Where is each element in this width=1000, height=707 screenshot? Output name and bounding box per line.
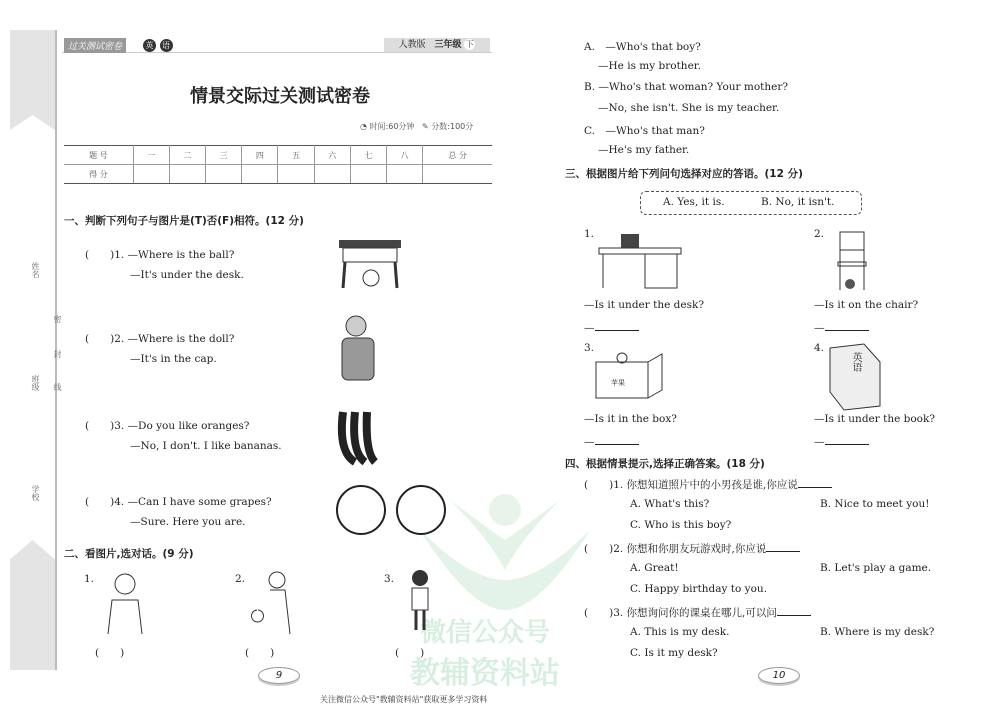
question-text: ( )2. 你想和你朋友玩游戏时,你应说 — [584, 543, 767, 555]
item-question: —Is it on the chair? — [814, 299, 919, 311]
watermark-line1: 微信公众号 — [420, 618, 551, 648]
item-number: 4. — [814, 342, 825, 354]
item-question: —Is it under the desk? — [584, 299, 704, 311]
seal-char: 线 — [53, 383, 62, 391]
chair-ball-picture — [830, 228, 870, 293]
answer-blank[interactable] — [814, 435, 869, 448]
class-label: 班级 — [31, 375, 40, 391]
seal-char: 封 — [53, 350, 62, 358]
box-label: 苹果 — [611, 379, 625, 387]
dialogue-reply: —He is my brother. — [598, 60, 701, 72]
judge-question: ( )2. —Where is the doll? — [85, 333, 235, 345]
score-cell[interactable] — [314, 165, 350, 184]
page-number-right: 10 — [758, 667, 800, 684]
score-cell[interactable] — [387, 165, 423, 184]
answer-blank[interactable] — [814, 321, 869, 334]
strip-chevron-bottom — [10, 540, 55, 670]
section2-heading: 二、看图片,选对话。(9 分) — [64, 548, 194, 560]
item-number: 3. — [584, 342, 595, 354]
dash: — — [584, 322, 595, 334]
judge-question: ( )3. —Do you like oranges? — [85, 420, 250, 432]
edition-label — [384, 38, 490, 52]
footer-note: 关注微信公众号"教辅资料站"获取更多学习资料 — [320, 695, 488, 704]
answer-options-box — [640, 191, 862, 215]
question-text: ( )3. 你想询问你的课桌在哪儿,可以问 — [584, 607, 777, 619]
score-header-cell: 三 — [206, 146, 242, 165]
dialogue-reply: —He's my father. — [598, 144, 690, 156]
woman-picture — [100, 570, 150, 635]
edition: 人教版 — [398, 40, 426, 50]
score-cell[interactable] — [206, 165, 242, 184]
judge-answer: —It's under the desk. — [130, 269, 244, 281]
choice-b: B. Where is my desk? — [820, 626, 935, 638]
box-apple-picture — [592, 348, 667, 403]
dialogue-option: C. —Who's that man? — [584, 125, 705, 137]
score-header-cell: 六 — [314, 146, 350, 165]
doll-bag-picture — [338, 312, 378, 382]
blank-line — [825, 435, 869, 445]
blank-line[interactable] — [777, 606, 811, 616]
answer-blank[interactable] — [584, 435, 639, 448]
total-score: 分数:100分 — [431, 122, 474, 131]
section3-heading: 三、根据图片给下列问句选择对应的答语。(12 分) — [565, 168, 803, 180]
judge-answer: —Sure. Here you are. — [130, 516, 246, 528]
dialogue-option: A. —Who's that boy? — [584, 41, 701, 53]
desk-ball-picture — [335, 236, 405, 291]
score-header-cell: 四 — [242, 146, 278, 165]
item-question: —Is it under the book? — [814, 413, 935, 425]
page-number-left: 9 — [258, 667, 300, 684]
dash: — — [584, 436, 595, 448]
blank-line[interactable] — [766, 542, 800, 552]
choice-a: A. What's this? — [630, 498, 710, 510]
question-text: ( )1. 你想知道照片中的小男孩是谁,你应说 — [584, 479, 798, 491]
score-header-cell: 七 — [350, 146, 386, 165]
choice-a: A. Great! — [630, 562, 679, 574]
seal-char: 密 — [53, 315, 62, 323]
watermark-line2: 教辅资料站 — [410, 656, 560, 691]
score-cell[interactable] — [133, 165, 169, 184]
grade: 三年级 — [434, 40, 462, 50]
score-header-cell: 二 — [169, 146, 205, 165]
answer-blank[interactable] — [584, 321, 639, 334]
option-b: B. No, it isn't. — [761, 196, 835, 208]
score-header-cell: 八 — [387, 146, 423, 165]
page-title: 情景交际过关测试密卷 — [190, 86, 370, 107]
judge-question: ( )4. —Can I have some grapes? — [85, 496, 272, 508]
score-cell[interactable] — [278, 165, 314, 184]
scenario-question — [584, 541, 800, 556]
choice-b: B. Let's play a game. — [820, 562, 932, 574]
section4-heading: 四、根据情景提示,选择正确答案。(18 分) — [565, 458, 765, 470]
school-label: 学校 — [31, 485, 40, 501]
score-cell[interactable] — [350, 165, 386, 184]
answer-bracket[interactable]: ( ) — [245, 647, 275, 659]
dialogue-reply: —No, she isn't. She is my teacher. — [598, 102, 780, 114]
brand-label: 过关测试密卷 — [64, 38, 126, 53]
section1-heading: 一、判断下列句子与图片是(T)否(F)相符。(12 分) — [64, 215, 304, 227]
desk-bag-picture — [595, 232, 685, 292]
choice-b: B. Nice to meet you! — [820, 498, 930, 510]
term: 下 — [465, 40, 474, 49]
option-a: A. Yes, it is. — [663, 196, 725, 208]
score-row-label: 得 分 — [64, 165, 133, 184]
subject-badge: 语 — [160, 39, 173, 52]
item-number: 1. — [584, 228, 595, 240]
judge-question: ( )1. —Where is the ball? — [85, 249, 235, 261]
blank-line — [825, 321, 869, 331]
item-question: —Is it in the box? — [584, 413, 677, 425]
choice-a: A. This is my desk. — [630, 626, 730, 638]
scenario-question — [584, 477, 832, 492]
dialogue-option: B. —Who's that woman? Your mother? — [584, 81, 789, 93]
exam-meta — [360, 121, 473, 132]
score-cell[interactable] — [423, 165, 492, 184]
boy-picture — [405, 568, 435, 633]
book-label: 英语 — [850, 352, 861, 372]
choice-c: C. Happy birthday to you. — [630, 583, 768, 595]
choice-c: C. Is it my desk? — [630, 647, 718, 659]
blank-line[interactable] — [798, 478, 832, 488]
score-cell[interactable] — [169, 165, 205, 184]
judge-answer: —No, I don't. I like bananas. — [130, 440, 282, 452]
clock-icon: ◔ — [360, 122, 367, 131]
dash: — — [814, 436, 825, 448]
item-number: 2. — [814, 228, 825, 240]
choice-c: C. Who is this boy? — [630, 519, 732, 531]
judge-answer: —It's in the cap. — [130, 353, 217, 365]
answer-bracket[interactable]: ( ) — [395, 647, 425, 659]
blank-line — [595, 435, 639, 445]
score-header-cell: 总 分 — [423, 146, 492, 165]
score-header-cell: 五 — [278, 146, 314, 165]
bananas-picture — [333, 402, 383, 467]
blank-line — [595, 321, 639, 331]
score-header-cell: 题 号 — [64, 146, 133, 165]
subject-badge: 英 — [143, 39, 156, 52]
picture-number: 3. — [384, 573, 395, 585]
pen-icon: ✎ — [422, 122, 429, 131]
answer-bracket[interactable]: ( ) — [95, 647, 125, 659]
score-cell[interactable] — [242, 165, 278, 184]
strip-chevron-top — [10, 30, 55, 130]
name-label: 姓名 — [31, 262, 40, 278]
man-child-picture — [245, 570, 300, 635]
picture-number: 1. — [84, 573, 95, 585]
time-limit: 时间:60分钟 — [369, 122, 415, 131]
score-header-cell: 一 — [133, 146, 169, 165]
oranges-picture — [335, 484, 447, 536]
score-table — [64, 145, 492, 184]
scenario-question — [584, 605, 811, 620]
picture-number: 2. — [235, 573, 246, 585]
dash: — — [814, 322, 825, 334]
